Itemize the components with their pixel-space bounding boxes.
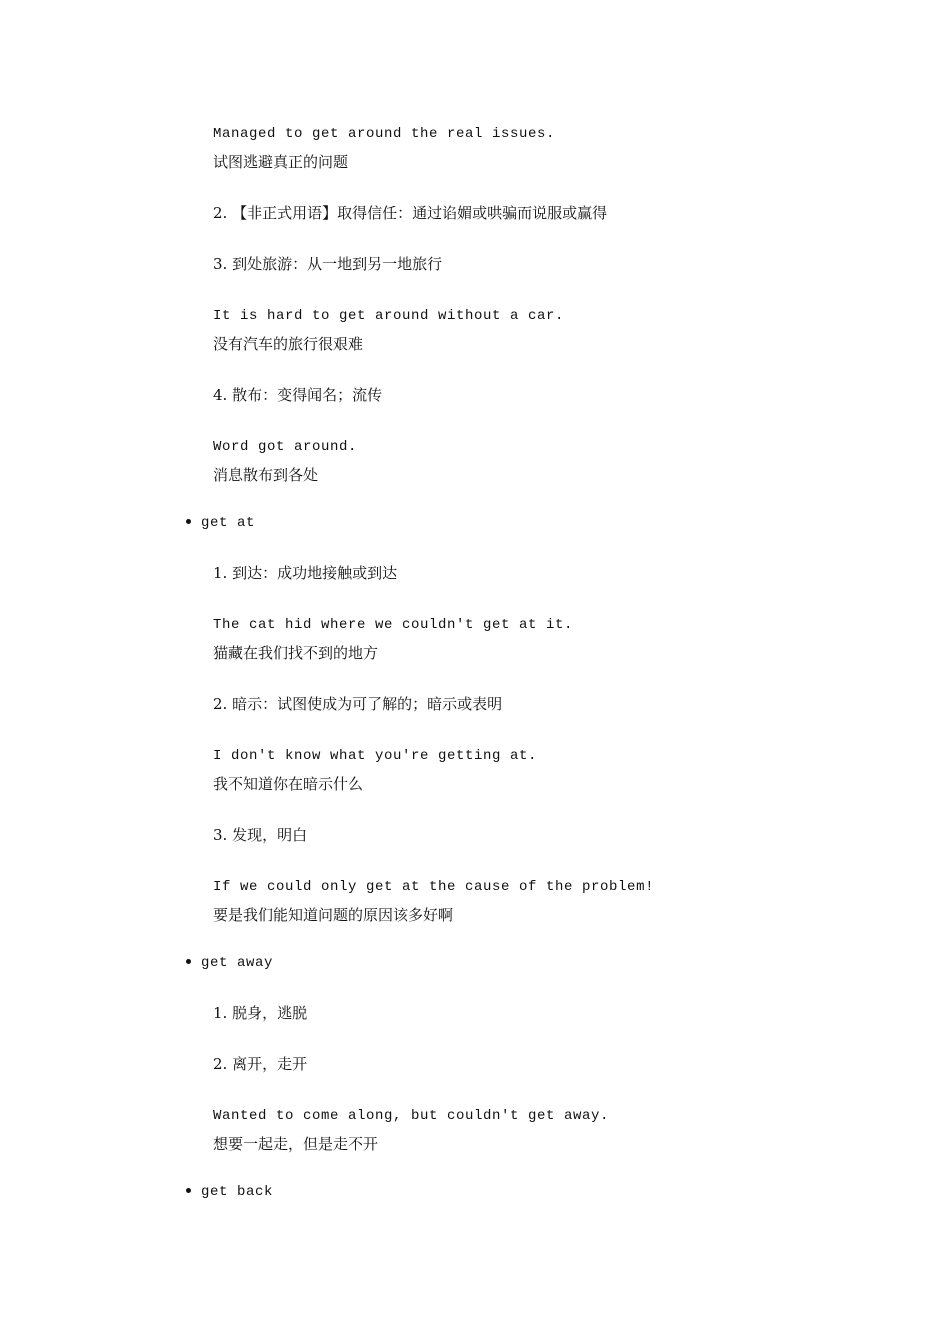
example-chinese: 消息散布到各处	[213, 466, 319, 484]
example-english: Wanted to come along, but couldn't get away.	[213, 1108, 610, 1124]
example-english: The cat hid where we couldn't get at it.	[213, 617, 574, 633]
definition: 3. 到处旅游：从一地到另一地旅行	[213, 255, 443, 273]
bullet-icon	[186, 1188, 191, 1193]
list-item	[186, 951, 273, 973]
example-english: If we could only get at the cause of the problem!	[213, 879, 655, 895]
example-chinese: 想要一起走，但是走不开	[213, 1135, 379, 1153]
definition: 4. 散布：变得闻名；流传	[213, 386, 383, 404]
definition: 2. 离开，走开	[213, 1055, 308, 1073]
phrase-term: get at	[201, 515, 256, 531]
phrase-term: get back	[201, 1184, 274, 1200]
definition: 1. 脱身，逃脱	[213, 1004, 308, 1022]
bullet-icon	[186, 959, 191, 964]
example-chinese: 猫藏在我们找不到的地方	[213, 644, 379, 662]
definition: 2. 【非正式用语】取得信任：通过谄媚或哄骗而说服或赢得	[213, 204, 608, 222]
example-chinese: 试图逃避真正的问题	[213, 153, 349, 171]
list-item	[186, 1180, 273, 1202]
phrase-term: get away	[201, 955, 274, 971]
example-chinese: 没有汽车的旅行很艰难	[213, 335, 364, 353]
example-chinese: 要是我们能知道问题的原因该多好啊	[213, 906, 454, 924]
example-english: Managed to get around the real issues.	[213, 126, 556, 142]
example-english: I don't know what you're getting at.	[213, 748, 538, 764]
example-english: Word got around.	[213, 439, 358, 455]
definition: 2. 暗示：试图使成为可了解的；暗示或表明	[213, 695, 503, 713]
example-english: It is hard to get around without a car.	[213, 308, 565, 324]
example-chinese: 我不知道你在暗示什么	[213, 775, 364, 793]
definition: 3. 发现，明白	[213, 826, 308, 844]
list-item	[186, 511, 255, 533]
definition: 1. 到达：成功地接触或到达	[213, 564, 398, 582]
bullet-icon	[186, 519, 191, 524]
